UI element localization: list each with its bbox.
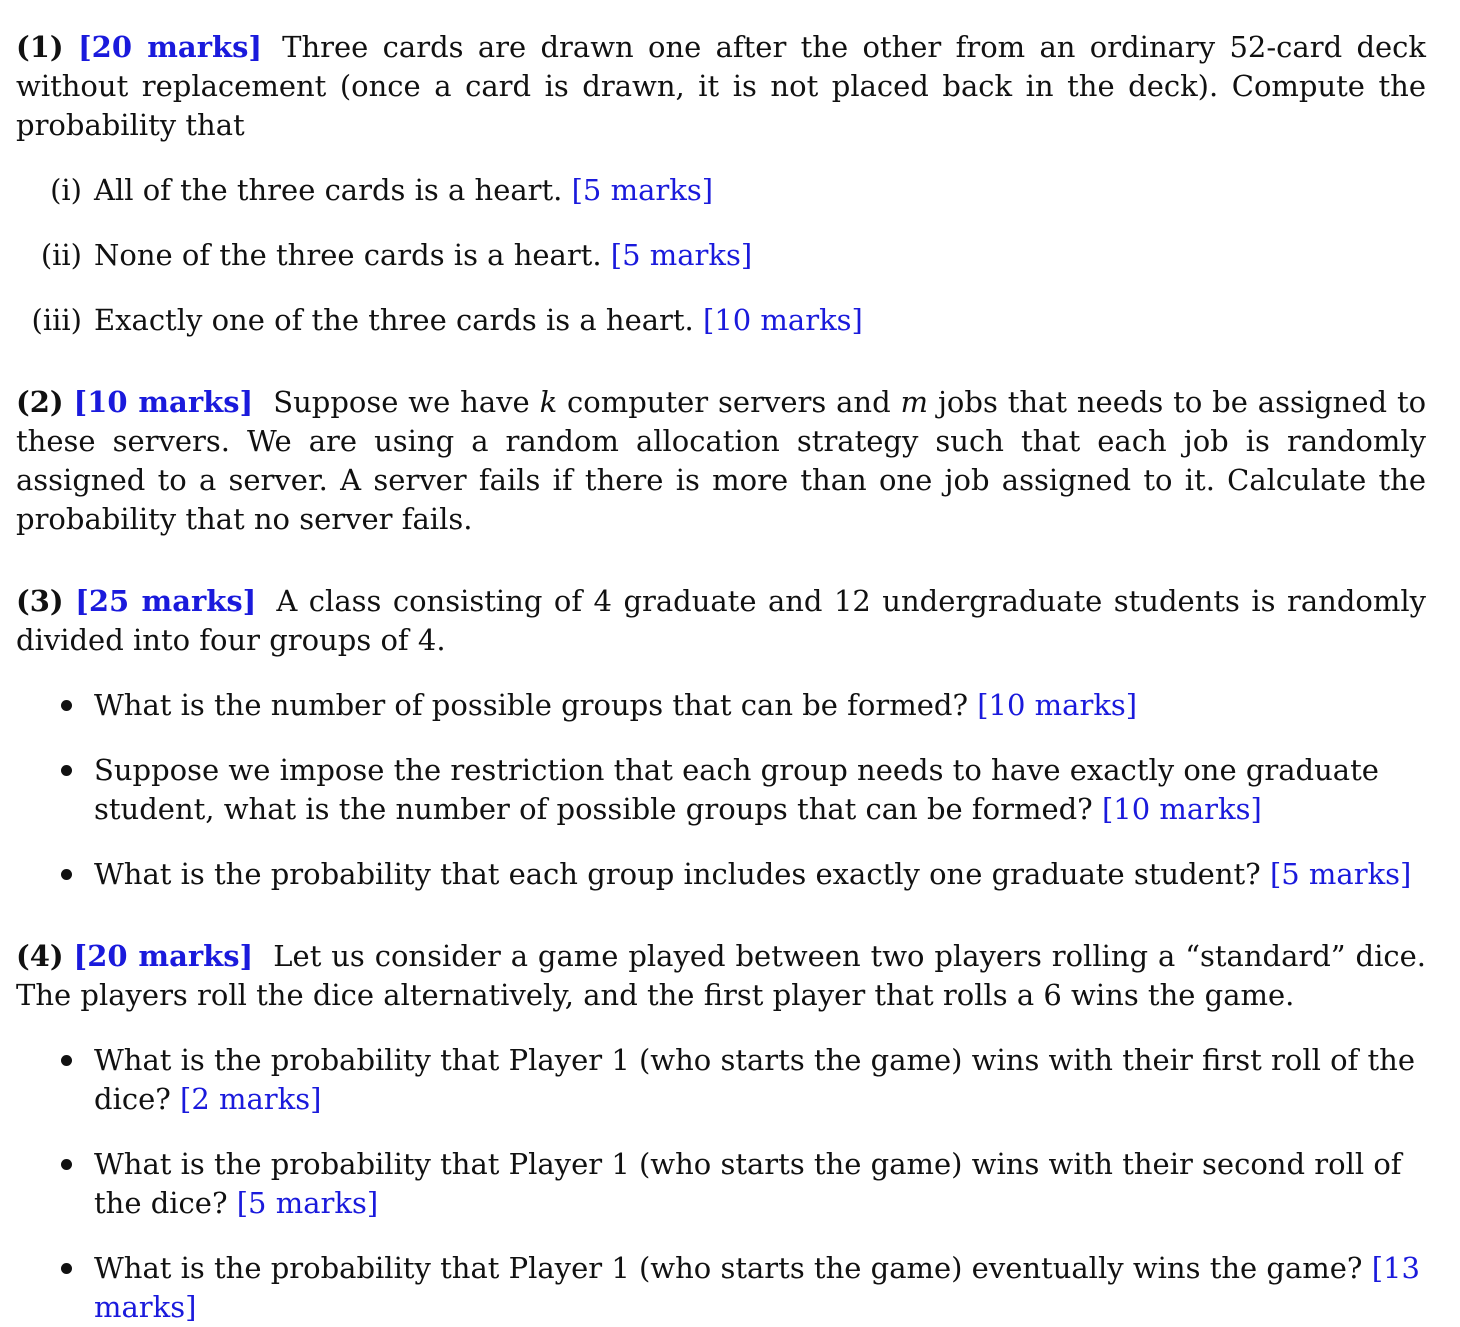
bullet-item [16, 855, 1426, 894]
question-1 [16, 28, 1426, 145]
sub-question-marks: [10 marks] [703, 303, 863, 337]
question-marks: [10 marks] [73, 385, 254, 419]
question-text: Three cards are drawn one after the other from an ordinary 52-card deck without replacement (once a card is drawn, it is not placed back in the deck). Compute the probability that [16, 30, 1427, 142]
sub-question-label: (iii) [31, 303, 82, 337]
bullet-text: What is the probability that Player 1 (who starts the game) eventually wins the game? [94, 1251, 1363, 1285]
bullet-marks: [5 marks] [236, 1186, 379, 1220]
bullet-item [16, 1145, 1426, 1223]
question-text-part: jobs that needs to be assigned to these servers. We are using a random allocation strategy such that each job is randomly assigned to a server. A server fails if there is more than one job assigned to it. Calculate the probability that no server fails. [16, 385, 1427, 536]
sub-question-marks: [5 marks] [610, 238, 753, 272]
bullet-marks: [10 marks] [977, 688, 1138, 722]
bullet-marks: [5 marks] [1269, 857, 1412, 891]
question-number: (4) [16, 939, 64, 973]
bullet-marks: [10 marks] [1101, 792, 1262, 826]
bullet-text: What is the probability that Player 1 (who starts the game) wins with their second roll of the dice? [94, 1147, 1402, 1220]
variable-k: k [539, 385, 558, 419]
question-marks: [25 marks] [75, 584, 257, 618]
question-text: A class consisting of 4 graduate and 12 undergraduate students is randomly divided into four groups of 4. [16, 584, 1427, 657]
sub-question-marks: [5 marks] [571, 173, 714, 207]
bullet-marks: [13 marks] [94, 1251, 1420, 1324]
question-3-parts [16, 686, 1426, 894]
bullet-icon [61, 765, 72, 776]
bullet-text: What is the probability that each group includes exactly one graduate student? [94, 857, 1261, 891]
bullet-text: What is the probability that Player 1 (who starts the game) wins with their first roll of the dice? [94, 1043, 1416, 1116]
question-number: (3) [16, 584, 64, 618]
sub-question-text: Exactly one of the three cards is a heart. [94, 303, 694, 337]
bullet-item [16, 1041, 1426, 1119]
question-1-parts [16, 171, 1426, 340]
bullet-item [16, 1249, 1426, 1327]
bullet-icon [61, 700, 72, 711]
bullet-icon [61, 1055, 72, 1066]
sub-question-text: None of the three cards is a heart. [94, 238, 602, 272]
bullet-item [16, 686, 1426, 725]
bullet-icon [61, 1263, 72, 1274]
sub-question-label: (ii) [40, 238, 82, 272]
question-marks: [20 marks] [77, 30, 263, 64]
variable-m: m [900, 385, 929, 419]
sub-question [16, 236, 1426, 275]
question-4-parts [16, 1041, 1426, 1327]
question-3 [16, 582, 1426, 660]
bullet-marks: [2 marks] [180, 1082, 322, 1116]
bullet-icon [61, 869, 72, 880]
question-number: (1) [16, 30, 64, 64]
bullet-text: What is the number of possible groups that can be formed? [94, 688, 969, 722]
document-page [16, 28, 1426, 1327]
question-2 [16, 383, 1426, 539]
bullet-item [16, 751, 1426, 829]
question-text-part: computer servers and [567, 385, 891, 419]
sub-question-text: All of the three cards is a heart. [94, 173, 563, 207]
sub-question-label: (i) [50, 173, 82, 207]
sub-question [16, 171, 1426, 210]
question-text-part: Suppose we have [273, 385, 530, 419]
question-text: Let us consider a game played between two players rolling a “standard” dice. The players roll the dice alternatively, and the first player that rolls a 6 wins the game. [16, 939, 1426, 1012]
bullet-icon [61, 1159, 72, 1170]
sub-question [16, 301, 1426, 340]
question-number: (2) [16, 385, 64, 419]
bullet-text: Suppose we impose the restriction that each group needs to have exactly one graduate student, what is the number of possible groups that can be formed? [94, 753, 1379, 826]
question-marks: [20 marks] [73, 939, 254, 973]
question-4 [16, 937, 1426, 1015]
